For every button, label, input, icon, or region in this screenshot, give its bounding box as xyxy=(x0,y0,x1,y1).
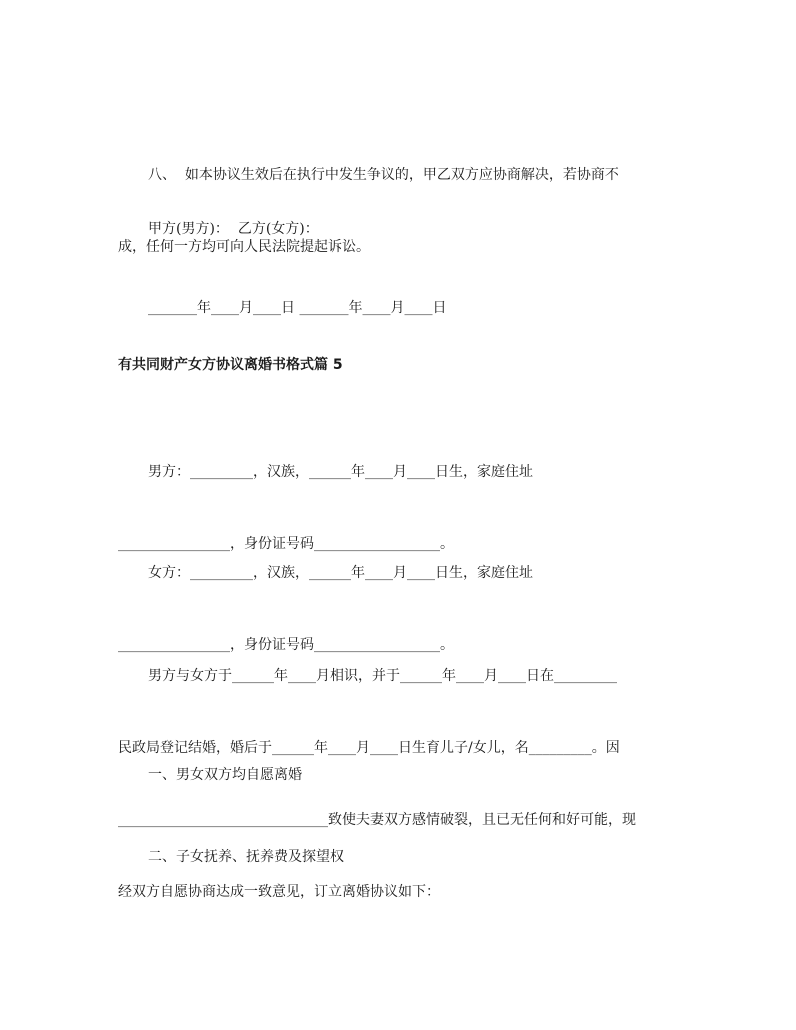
signature-line: 甲方(男方)： 乙方(女方)： xyxy=(148,221,319,237)
section-title: 有共同财产女方协议离婚书格式篇 5 xyxy=(118,357,343,373)
clause-8-line-2: 成，任何一方均可向人民法院提起诉讼。 xyxy=(118,239,370,255)
clause-8-line-1: 八、 如本协议生效后在执行中发生争议的，甲乙双方应协商解决，若协商不 xyxy=(148,167,619,183)
clause-1: 一、男女双方均自愿离婚 xyxy=(148,767,302,783)
date-line: _______年____月____日 _______年____月____日 xyxy=(148,300,447,316)
marriage-line-4: 经双方自愿协商达成一致意见，订立离婚协议如下： xyxy=(118,884,440,900)
man-info-line-1: 男方：_________，汉族，______年____月____日生，家庭住址 xyxy=(148,464,533,480)
clause-8-paragraph xyxy=(118,115,684,307)
clause-2: 二、子女抚养、抚养费及探望权 xyxy=(148,849,344,865)
marriage-line-2: 民政局登记结婚，婚后于______年____月____日生育儿子/女儿，名_________。因 xyxy=(118,740,620,756)
marriage-line-3: ______________________________致使夫妻双方感情破裂，且已无任何和好可能，现 xyxy=(118,812,636,828)
marriage-line-1: 男方与女方于______年____月相识，并于______年____月____日在_________ xyxy=(148,668,617,684)
man-info-line-2: ________________，身份证号码__________________。 xyxy=(118,536,454,552)
woman-info-line-1: 女方：_________，汉族，______年____月____日生，家庭住址 xyxy=(148,565,533,581)
woman-info-line-2: ________________，身份证号码__________________。 xyxy=(118,637,454,653)
